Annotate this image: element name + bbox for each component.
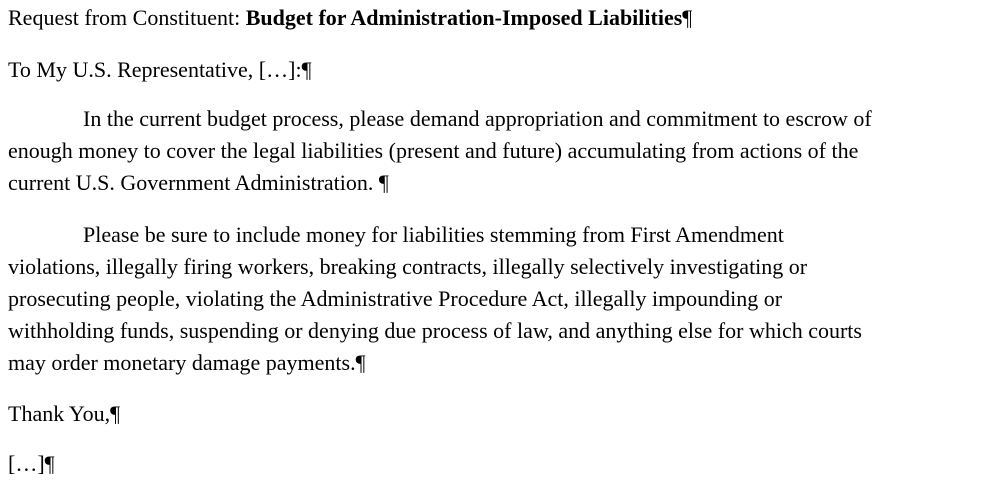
- paragraph-line: prosecuting people, violating the Administrative Procedure Act, illegally impounding or: [8, 286, 783, 311]
- paragraph-line: [8, 103, 872, 135]
- paragraph-line: [8, 219, 862, 251]
- subject-prefix: Request from Constituent:: [8, 5, 246, 30]
- subject-pilcrow: ¶: [682, 5, 693, 30]
- subject-line: [8, 2, 692, 34]
- body-paragraph-1: [8, 103, 872, 199]
- body-paragraph-2: [8, 219, 862, 379]
- paragraph-line-text: Please be sure to include money for liabilities stemming from First Amendment: [83, 222, 784, 247]
- subject-title: Budget for Administration-Imposed Liabilities: [245, 5, 683, 30]
- paragraph-line: current U.S. Government Administration. ¶: [8, 170, 389, 195]
- paragraph-line-text: In the current budget process, please demand appropriation and commitment to escrow of: [83, 106, 872, 131]
- paragraph-line: violations, illegally firing workers, breaking contracts, illegally selectively investigating or: [8, 254, 808, 279]
- paragraph-line: enough money to cover the legal liabilities (present and future) accumulating from actions of the: [8, 138, 859, 163]
- paragraph-line: may order monetary damage payments.¶: [8, 350, 366, 375]
- salutation: To My U.S. Representative, […]:¶: [8, 57, 312, 82]
- closing: Thank You,¶: [8, 401, 121, 426]
- signature: […]¶: [8, 451, 55, 476]
- paragraph-line: withholding funds, suspending or denying due process of law, and anything else for which courts: [8, 318, 862, 343]
